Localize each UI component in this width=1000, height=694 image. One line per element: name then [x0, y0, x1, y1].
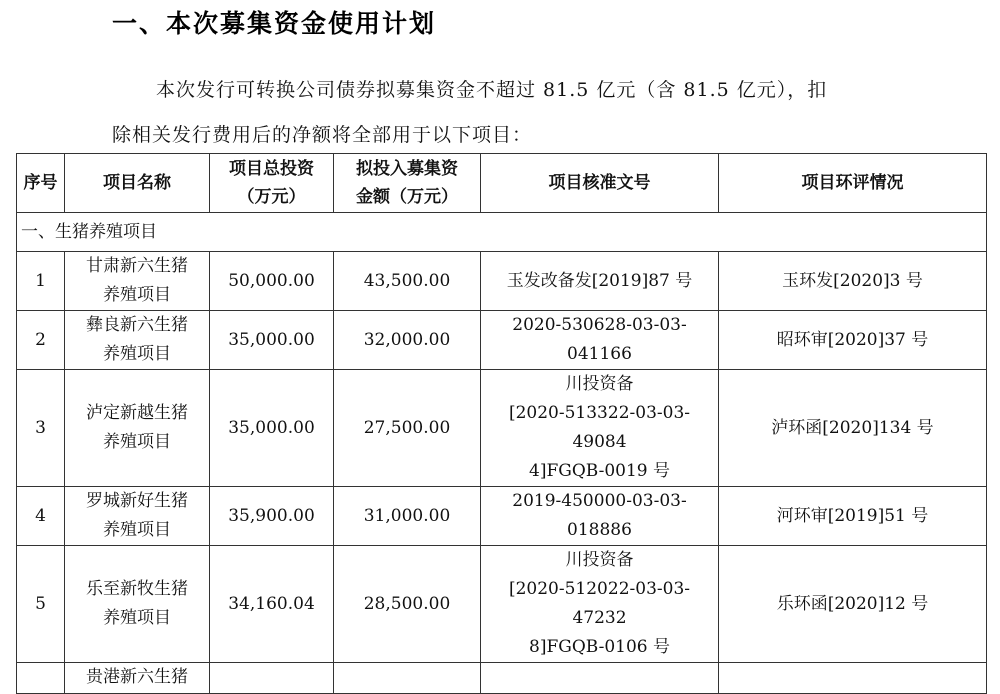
row-name: 泸定新越生猪 养殖项目: [65, 370, 210, 487]
row-seq: 2: [17, 311, 65, 370]
row-raise: 31,000.00: [334, 487, 481, 546]
row-total: 34,160.04: [210, 546, 334, 663]
row-raise: 32,000.00: [334, 311, 481, 370]
table-row: [17, 311, 987, 370]
row-name: 甘肃新六生猪 养殖项目: [65, 252, 210, 311]
table-row-partial: [17, 663, 987, 694]
table-row: [17, 546, 987, 663]
row-raise: 28,500.00: [334, 546, 481, 663]
row-approval: 2020-530628-03-03-041166: [481, 311, 719, 370]
row-total: 35,000.00: [210, 311, 334, 370]
row-total: 35,000.00: [210, 370, 334, 487]
row-env: 昭环审[2020]37 号: [719, 311, 987, 370]
row-total: 35,900.00: [210, 487, 334, 546]
section-heading: 一、本次募集资金使用计划: [112, 9, 437, 38]
col-header-total: 项目总投资 （万元）: [210, 154, 334, 213]
table-header-row: [17, 154, 987, 213]
row-total: 50,000.00: [210, 252, 334, 311]
row-approval: 2019-450000-03-03-018886: [481, 487, 719, 546]
row-name: 罗城新好生猪 养殖项目: [65, 487, 210, 546]
col-header-env: 项目环评情况: [719, 154, 987, 213]
category-row: [17, 213, 987, 252]
category-label: 一、生猪养殖项目: [17, 213, 987, 252]
row-env: 泸环函[2020]134 号: [719, 370, 987, 487]
col-header-name: 项目名称: [65, 154, 210, 213]
col-header-seq: 序号: [17, 154, 65, 213]
table-row: [17, 487, 987, 546]
row-env: 乐环函[2020]12 号: [719, 546, 987, 663]
row-approval: 川投资备 [2020-512022-03-03-47232 8]FGQB-0106 号: [481, 546, 719, 663]
col-header-raise: 拟投入募集资 金额（万元）: [334, 154, 481, 213]
row-approval: 玉发改备发[2019]87 号: [481, 252, 719, 311]
row-env: 河环审[2019]51 号: [719, 487, 987, 546]
fund-use-table: [16, 153, 987, 694]
row-seq: 3: [17, 370, 65, 487]
col-header-approval: 项目核准文号: [481, 154, 719, 213]
row-name-partial: 贵港新六生猪: [65, 663, 210, 694]
table-row: [17, 370, 987, 487]
intro-paragraph-line-1: 本次发行可转换公司债券拟募集资金不超过 81.5 亿元（含 81.5 亿元），扣: [156, 79, 828, 101]
row-env: 玉环发[2020]3 号: [719, 252, 987, 311]
row-name: 彝良新六生猪 养殖项目: [65, 311, 210, 370]
row-seq: 5: [17, 546, 65, 663]
row-seq: 1: [17, 252, 65, 311]
intro-paragraph-line-2: 除相关发行费用后的净额将全部用于以下项目：: [112, 124, 533, 146]
row-raise: 27,500.00: [334, 370, 481, 487]
row-raise: 43,500.00: [334, 252, 481, 311]
row-seq: 4: [17, 487, 65, 546]
row-approval: 川投资备 [2020-513322-03-03-49084 4]FGQB-0019 号: [481, 370, 719, 487]
table-row: [17, 252, 987, 311]
row-name: 乐至新牧生猪 养殖项目: [65, 546, 210, 663]
